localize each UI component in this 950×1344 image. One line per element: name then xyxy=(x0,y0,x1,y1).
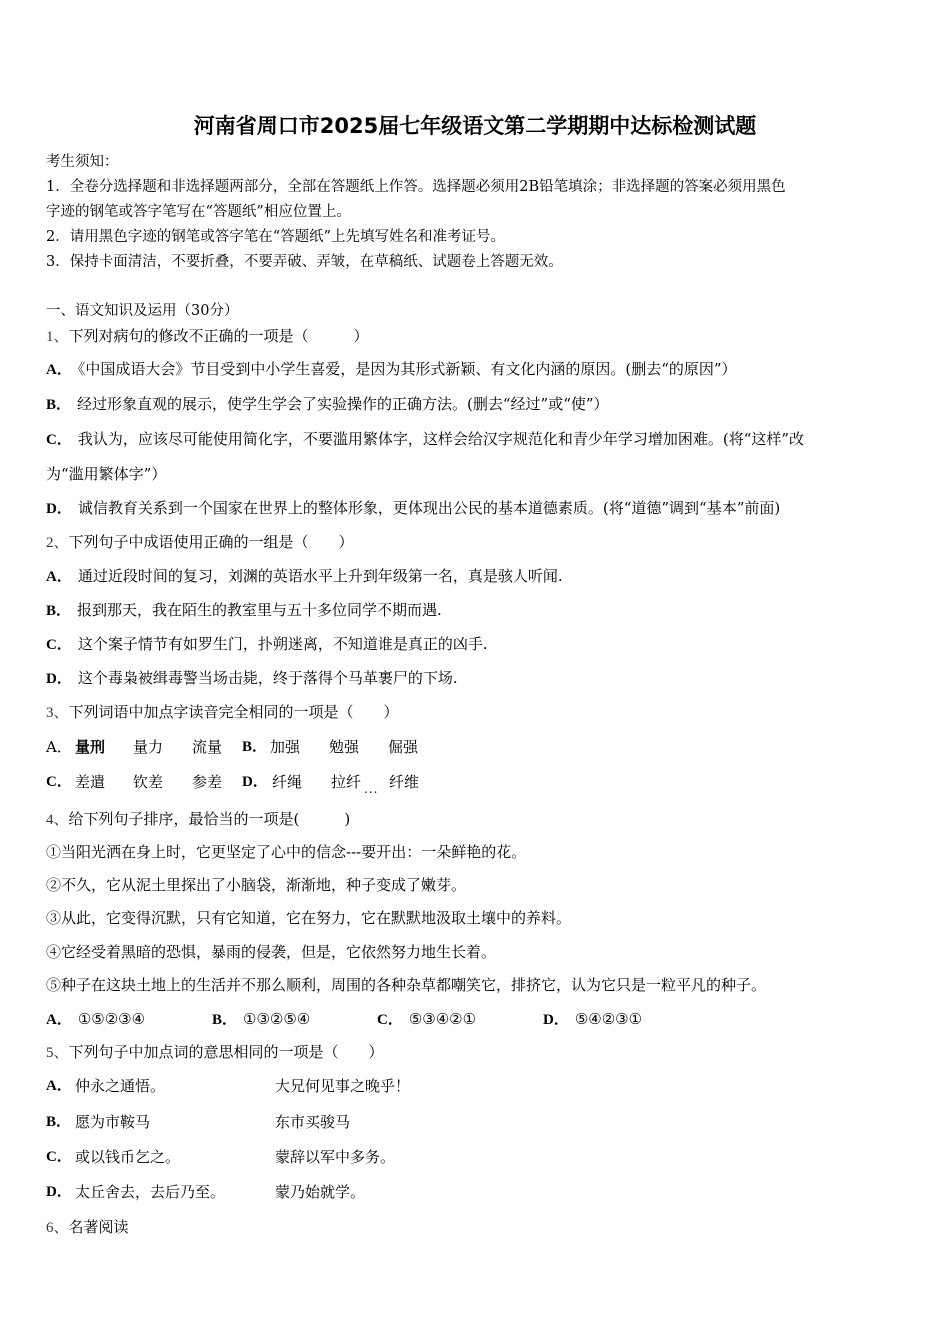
option-letter: D． xyxy=(46,1184,72,1200)
option-letter: A． xyxy=(46,1012,72,1028)
q4-option-b xyxy=(212,1009,310,1030)
q2-option-a xyxy=(46,566,563,587)
document-title: 河南省周口市2025届七年级语文第二学期期中达标检测试题 xyxy=(193,114,757,138)
option-letter: B． xyxy=(46,603,72,619)
q1-option-c-continued xyxy=(46,464,166,484)
q3-row-cd xyxy=(46,772,420,796)
section-heading: 一、语文知识及运用（30分） xyxy=(46,303,239,319)
option-letter: B． xyxy=(242,739,268,755)
question-number: 3、 xyxy=(46,705,69,721)
q1-option-a xyxy=(46,359,737,380)
option-left-text: 仲永之通悟。 xyxy=(75,1077,166,1095)
option-letter: D． xyxy=(543,1012,569,1028)
question-text: 名著阅读 xyxy=(68,1218,129,1236)
question-text: 下列对病句的修改不正确的一项是（ ） xyxy=(68,327,369,345)
q4-sentence: ③从此，它变得沉默，只有它知道，它在努力，它在默默地汲取土壤中的养料。 xyxy=(46,909,572,927)
notice-item: 2．请用黑色字迹的钢笔或答字笔在“答题纸”上先填写姓名和准考证号。 xyxy=(46,229,506,245)
option-right-text: 东市买骏马 xyxy=(275,1113,351,1131)
option-text: 我认为，应该尽可能使用简化字，不要滥用繁体字，这样会给汉字规范化和青少年学习增加困难。(将“这样”改 xyxy=(77,430,805,448)
option-letter: C． xyxy=(46,637,72,653)
option-text: ①⑤②③④ xyxy=(77,1010,146,1028)
notice-item: 3．保持卡面清洁，不要折叠，不要弄破、弄皱，在草稿纸、试题卷上答题无效。 xyxy=(46,254,563,270)
question-text: 下列词语中加点字读音完全相同的一项是（ ） xyxy=(68,703,399,721)
notice-heading: 考生须知： xyxy=(46,154,119,170)
question-text: 下列句子中成语使用正确的一组是（ ） xyxy=(68,533,354,551)
option-letter: B． xyxy=(46,397,72,413)
option-letter: C． xyxy=(46,774,72,790)
notice-item: 1．全卷分选择题和非选择题两部分，全部在答题纸上作答。选择题必须用2B铅笔填涂；非选择题的答案必须用黑色 xyxy=(46,179,786,195)
option-left-text: 或以钱币乞之。 xyxy=(75,1148,181,1166)
option-text: 报到那天，我在陌生的教室里与五十多位同学不期而遇. xyxy=(77,601,442,619)
question-number: 4、 xyxy=(46,812,69,828)
q1-option-d xyxy=(46,498,780,519)
option-letter: B． xyxy=(212,1012,238,1028)
q4-option-a xyxy=(46,1009,145,1030)
q3-word: 参差 xyxy=(192,773,223,791)
emphasis-dots: ... xyxy=(364,782,379,796)
question-3-stem xyxy=(46,702,399,723)
option-letter: C． xyxy=(46,1149,72,1165)
q3-word: 倔强 xyxy=(388,738,419,756)
q1-option-b xyxy=(46,394,609,415)
question-number: 5、 xyxy=(46,1045,69,1061)
option-letter: A． xyxy=(46,569,72,585)
q4-sentence: ⑤种子在这块土地上的生活并不那么顺利，周围的各种杂草都嘲笑它，排挤它，认为它只是一粒平凡的种子。 xyxy=(46,976,767,994)
option-text: 这个案子情节有如罗生门，扑朔迷离，不知道谁是真正的凶手. xyxy=(77,635,488,653)
option-text: 诚信教育关系到一个国家在世界上的整体形象，更体现出公民的基本道德素质。(将“道德”调到“基本”前面) xyxy=(77,499,781,517)
q3-word: 钦差 xyxy=(133,773,164,791)
option-text: 这个毒枭被缉毒警当场击毙，终于落得个马革裹尸的下场. xyxy=(77,669,458,687)
option-letter: A． xyxy=(46,1078,72,1094)
option-letter: D． xyxy=(46,501,72,517)
q3-word: 勉强 xyxy=(329,738,360,756)
option-right-text: 大兄何见事之晚乎！ xyxy=(275,1077,411,1095)
option-left-text: 愿为市鞍马 xyxy=(75,1113,151,1131)
q4-option-d xyxy=(543,1009,642,1030)
question-number: 2、 xyxy=(46,535,69,551)
option-left-text: 太丘舍去，去后乃至。 xyxy=(75,1183,226,1201)
option-letter: C． xyxy=(377,1012,403,1028)
question-text: 给下列句子排序，最恰当的一项是( ) xyxy=(68,810,351,828)
q3-word: 纤绳 xyxy=(272,773,303,791)
question-number: 1、 xyxy=(46,329,69,345)
question-5-stem xyxy=(46,1042,384,1063)
q3-word: 加强 xyxy=(270,738,301,756)
question-1-stem xyxy=(46,326,369,347)
option-letter: C． xyxy=(46,432,72,448)
q4-sentence: ②不久，它从泥土里探出了小脑袋，渐渐地，种子变成了嫩芽。 xyxy=(46,876,467,894)
option-letter: D． xyxy=(46,671,72,687)
q4-sentence: ①当阳光洒在身上时，它更坚定了心中的信念---要开出：一朵鲜艳的花。 xyxy=(46,843,527,861)
option-text: ⑤③④②① xyxy=(408,1010,477,1028)
q3-word: 流量 xyxy=(192,738,223,756)
q2-option-b xyxy=(46,600,442,621)
q3-word: 差遣 xyxy=(75,773,106,791)
notice-item: 字迹的钢笔或答字笔写在“答题纸”相应位置上。 xyxy=(46,204,351,220)
option-text: 经过形象直观的展示，使学生学会了实验操作的正确方法。(删去“经过”或“使”） xyxy=(77,395,609,413)
option-text: 通过近段时间的复习，刘渊的英语水平上升到年级第一名，真是骇人听闻. xyxy=(77,567,563,585)
option-letter: D． xyxy=(242,774,268,790)
q1-option-c xyxy=(46,429,804,450)
q3-word: 量刑 xyxy=(75,738,106,756)
option-letter: B． xyxy=(46,1114,72,1130)
question-4-stem xyxy=(46,809,350,830)
q2-option-d xyxy=(46,668,458,689)
option-text: ①③②⑤④ xyxy=(243,1010,311,1028)
option-letter: A． xyxy=(46,738,72,756)
q3-word: 量力 xyxy=(133,738,164,756)
option-text: 《中国成语大会》节目受到中小学生喜爱，是因为其形式新颖、有文化内涵的原因。(删去“的原因”） xyxy=(77,360,737,378)
q4-sentence: ④它经受着黑暗的恐惧，暴雨的侵袭，但是，它依然努力地生长着。 xyxy=(46,943,497,961)
question-number: 6、 xyxy=(46,1220,69,1236)
option-text: 为“滥用繁体字”） xyxy=(46,465,167,483)
q3-word: 纤维 xyxy=(389,773,420,791)
question-text: 下列句子中加点词的意思相同的一项是（ ） xyxy=(68,1043,384,1061)
option-text: ⑤④②③① xyxy=(574,1010,643,1028)
question-6-stem xyxy=(46,1217,129,1238)
option-letter: A． xyxy=(46,362,72,378)
q4-option-c xyxy=(377,1009,476,1030)
q2-option-c xyxy=(46,634,488,655)
question-2-stem xyxy=(46,532,354,553)
q3-word: 拉纤 xyxy=(331,773,362,791)
option-right-text: 蒙辞以军中多务。 xyxy=(275,1148,396,1166)
option-right-text: 蒙乃始就学。 xyxy=(275,1183,366,1201)
